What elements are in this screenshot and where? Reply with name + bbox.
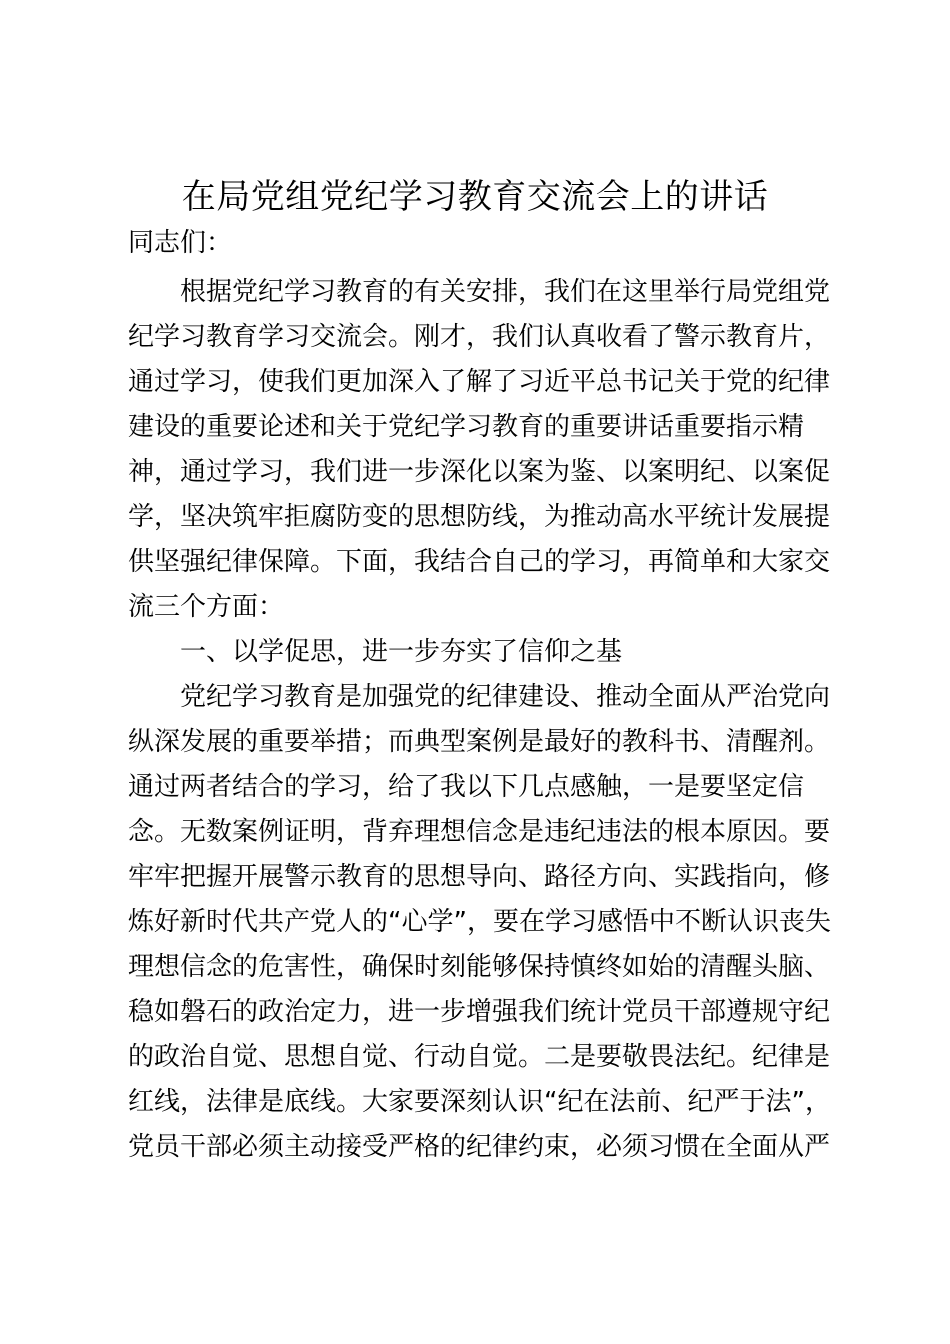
body-line: 学，坚决筑牢拒腐防变的思想防线，为推动高水平统计发展提	[128, 502, 831, 532]
section-heading: 一、以学促思，进一步夯实了信仰之基	[180, 637, 623, 667]
body-line: 流三个方面：	[128, 592, 285, 622]
body-line: 炼好新时代共产党人的“心学”，要在学习感悟中不断认识丧失	[128, 907, 831, 937]
body-line: 的政治自觉、思想自觉、行动自觉。二是要敬畏法纪。纪律是	[128, 1042, 831, 1072]
body-line: 纵深发展的重要举措；而典型案例是最好的教科书、清醒剂。	[128, 727, 831, 757]
body-line: 根据党纪学习教育的有关安排，我们在这里举行局党组党	[180, 277, 831, 307]
body-line: 稳如磐石的政治定力，进一步增强我们统计党员干部遵规守纪	[128, 997, 831, 1027]
body-line: 纪学习教育学习交流会。刚才，我们认真收看了警示教育片，	[128, 322, 831, 352]
document-title: 在局党组党纪学习教育交流会上的讲话	[181, 177, 769, 217]
body-line: 党员干部必须主动接受严格的纪律约束，必须习惯在全面从严	[128, 1132, 831, 1162]
body-line: 红线，法律是底线。大家要深刻认识“纪在法前、纪严于法”，	[128, 1087, 831, 1117]
body-line: 念。无数案例证明，背弃理想信念是违纪违法的根本原因。要	[128, 817, 831, 847]
body-line: 通过两者结合的学习，给了我以下几点感触，一是要坚定信	[128, 772, 805, 802]
body-line: 供坚强纪律保障。下面，我结合自己的学习，再简单和大家交	[128, 547, 831, 577]
body-line: 通过学习，使我们更加深入了解了习近平总书记关于党的纪律	[128, 367, 831, 397]
body-line: 建设的重要论述和关于党纪学习教育的重要讲话重要指示精	[128, 412, 805, 442]
body-line: 神，通过学习，我们进一步深化以案为鉴、以案明纪、以案促	[128, 457, 831, 487]
body-line: 牢牢把握开展警示教育的思想导向、路径方向、实践指向，修	[128, 862, 831, 892]
body-line: 党纪学习教育是加强党的纪律建设、推动全面从严治党向	[180, 682, 831, 712]
salutation-line: 同志们：	[128, 228, 233, 258]
body-line: 理想信念的危害性，确保时刻能够保持慎终如始的清醒头脑、	[128, 952, 831, 982]
